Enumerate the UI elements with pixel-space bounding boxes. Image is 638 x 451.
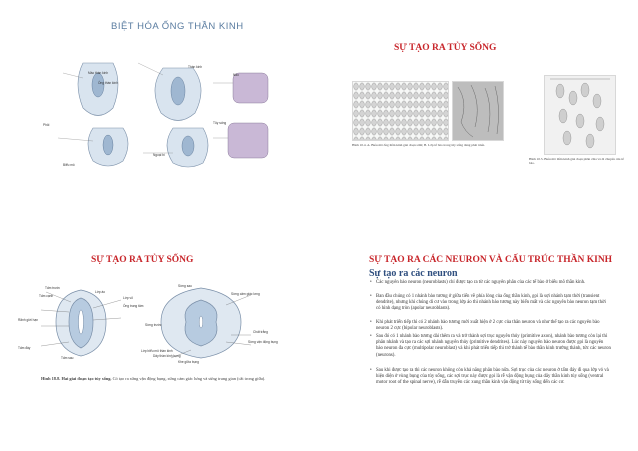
label: Dây thần kinh bụng	[153, 354, 181, 358]
label: Sừng cảm giác lưng	[231, 292, 260, 296]
slide-title: SỰ TẠO RA TỦY SỐNG	[91, 255, 194, 265]
bullet-text: Khi phát triển tiếp thì có 2 nhánh bào tương mới xuất hiện ở 2 cực của thân neuron và như thế tạo ra các nguyên bào neuron 2 cực (bipolar neuroblasts).	[376, 320, 600, 332]
bullet-item: • Khi phát triển tiếp thì có 2 nhánh bào tương mới xuất hiện ở 2 cực của thân neuron và như thế tạo ra các nguyên bào neuron 2 cực (bipolar neuroblasts).	[370, 320, 600, 332]
label: Phôi	[43, 123, 50, 127]
label: Khe giữa bụng	[178, 360, 199, 364]
label: Mào thần kinh	[88, 71, 109, 75]
slide-title: BIỆT HÓA ỐNG THẦN KINH	[111, 21, 244, 32]
bullet-text: Các nguyên bào neuron (neuroblasts) chỉ được tạo ra từ các nguyên phân của các tế bào ở biểu mô thần kinh.	[376, 280, 586, 285]
label: Lớp áo	[95, 290, 106, 294]
bullet-text: Sau khi được tạo ra thì các neuron không còn khả năng phân bào nữa. Sợi trục của các neuron ở tấm đáy đi qua lớp vỏ và hiện diện ở vùng bụng của tủy sống, các sợi trục này được gọi là rễ vận động bụng của dây thần kinh tủy sống (ventral motor root of the spinal nerve), rễ dẫn truyền các xung thần kinh vận động từ tủy sống đến các cơ.	[376, 368, 609, 386]
bullet-item: • Các nguyên bào neuron (neuroblasts) chỉ được tạo ra từ các nguyên phân của các tế bào ở biểu mô thần kinh.	[370, 280, 586, 285]
label: Sừng sau	[178, 284, 192, 288]
bullet-item: • Sau khi được tạo ra thì các neuron không còn khả năng phân bào nữa. Sợi trục của các neuron ở tấm đáy đi qua lớp vỏ và hiện diện ở vùng bụng của tủy sống, các sợi trục này được gọi là rễ vận động bụng của dây thần kinh tủy sống (ventral motor root of the spinal nerve), rễ dẫn truyền các xung thần kinh vận động từ tủy sống đến các cơ.	[370, 368, 609, 386]
slide-title: SỰ TẠO RA TỦY SỐNG	[394, 43, 497, 53]
label: Sừng vận động bụng	[248, 340, 278, 344]
micrograph-cross-section	[452, 81, 504, 141]
slide-spinal-cord-formation-2	[3, 232, 313, 447]
caption-bold: Hình 18.8. Hai giai đoạn tạo tủy sống.	[41, 376, 112, 381]
figure-caption	[41, 376, 281, 381]
label: Tấm trước	[45, 286, 61, 290]
slide-neural-tube-differentiation	[3, 3, 313, 218]
label: Lớp biểu mô thần kinh	[141, 349, 173, 353]
label: Tấm sau	[61, 356, 74, 360]
label: Não	[233, 73, 239, 77]
label: Rãnh giới hạn	[18, 318, 38, 322]
bullet-text: Ban đầu chúng có 1 nhánh bào tương ở giữa tiến về phía lòng của ống thần kinh, gọi là sợi nhánh tạm thời (transient dendrite), nhưng khi chúng di cư vào trong lớp áo thì nhánh bào tương này biến mất và các nguyên bào neuron tạm thời có hình dạng tròn (apolar neuroblasts).	[376, 294, 606, 312]
bullet-item: • Ban đầu chúng có 1 nhánh bào tương ở giữa tiến về phía lòng của ống thần kinh, gọi là sợi nhánh tạm thời (transient dendrite), nhưng khi chúng di cư vào trong lớp áo thì nhánh bào tương này biến mất và các nguyên bào neuron tạm thời có hình dạng tròn (apolar neuroblasts).	[370, 294, 606, 312]
bullet-item: • Sau đó có 1 nhánh bào tương dài thêm ra và trở thành sợi trục nguyên thủy (primitive axon), nhánh bào tương còn lại thì phân nhánh và tạo ra các sợi nhánh nguyên thủy (primitive dendrites). Lúc này nguyên bào neuron được gọi là nguyên bào neuron đa cực (multipolar neuroblast) và khi phát triển tiếp thì trở thành tế bào thần kinh trưởng thành, tức các neuron (neurons).	[370, 334, 611, 358]
neuroepithelium-diagram	[544, 75, 616, 155]
label: Ngoại bì	[153, 153, 165, 157]
label: Thần kinh	[188, 65, 202, 69]
figure-caption: Hình 10.5. Biểu mô thần kinh giai đoạn phân chia và di chuyển của tế bào.	[529, 157, 624, 166]
label: Tủy sống	[213, 121, 227, 125]
figure-caption: Hình 10.4. A. Biểu mô ống thần kinh giai đoạn sớm; B. Lớp tế bào trong tủy sống đang phát triển.	[352, 143, 486, 147]
label: Tấm cạnh	[39, 294, 54, 298]
label: Chất trắng	[253, 330, 268, 334]
label: Tấm đáy	[18, 346, 31, 350]
slide-title: SỰ TẠO RA CÁC NEURON VÀ CẤU TRÚC THẦN KINH	[369, 255, 613, 265]
bullet-text: Sau đó có 1 nhánh bào tương dài thêm ra và trở thành sợi trục nguyên thủy (primitive axon), nhánh bào tương còn lại thì phân nhánh và tạo ra các sợi nhánh nguyên thủy (primitive dendrites). Lúc này nguyên bào neuron được gọi là nguyên bào neuron đa cực (multipolar neuroblast) và khi phát triển tiếp thì trở thành tế bào thần kinh trưởng thành, tức các neuron (neurons).	[376, 334, 611, 358]
label: Ống thần kinh	[98, 81, 118, 85]
micrograph-epithelium	[352, 81, 449, 141]
section-subtitle: Sự tạo ra các neuron	[369, 268, 458, 279]
slide-spinal-cord-formation-1	[324, 3, 634, 218]
label: Biểu mô	[63, 163, 75, 167]
label: Lớp vỏ	[123, 296, 133, 300]
caption-text: Có tạo ra sừng vận động bụng, sừng cảm giác lưng và sừng trung gian (cắt trong giữa).	[111, 376, 266, 381]
label: Sừng trước	[145, 323, 162, 327]
label: Ống trung tâm	[123, 304, 144, 308]
slide-neuron-formation	[324, 232, 634, 447]
